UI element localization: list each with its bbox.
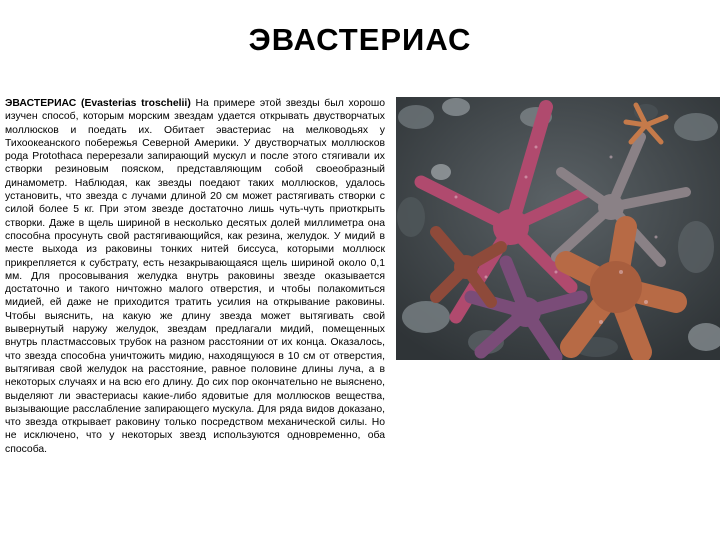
starfish-photo — [396, 97, 720, 360]
body-text — [5, 97, 385, 456]
lead-term: ЭВАСТЕРИАС (Evasterias troschelii) — [5, 98, 191, 109]
paragraph-text: На примере этой звезды был хорошо изучен способ, которым морским звездам удается открывать двустворчатых моллюсков и поедать их. Обитает эвастериас на мелководьях у Тихоокеанского побережья Северной Америки. У двустворчатых моллюсков рода Protothaca перерезали запирающий мускул и после этого стягивали их створки резиновым пояском, представляющим собой своеобразный динамометр. Наблюдая, как звезды поедают таких моллюсков, удалось установить, что звезда с лучами длиной 20 см может растягивать створки с силой более 5 кг. При этом звезде достаточно лишь чуть-чуть приоткрыть створки. Даже в щель шириной в несколько десятых долей миллиметра она способна просунуть свой растягивающийся, как резина, желудок. У мидий в месте выхода из раковины тонких нитей биссуса, которыми моллюск прикрепляется к субстрату, есть незакрывающаяся щель шириной около 0,1 мм. Для просовывания желудка внутрь раковины звезде оказывается достаточно и такого ничтожно малого отверстия, и чтобы полакомиться мидией, ей даже не приходится тратить усилия на открывание раковины. Чтобы выяснить, на какую же длину звезда может вытягивать свой вывернутый наружу желудок, звездам предлагали мидий, помещенных внутрь пластмассовых трубок на разном расстоянии от их конца. Оказалось, что звезда способна уничтожить мидию, находящуюся в 10 см от отверстия, вытягивая свой желудок на расстояние, равное половине длины луча, а в некоторых случаях и на всю его длину. До сих пор окончательно не выяснено, выделяют ли эвастериасы какие-либо ядовитые для моллюсков вещества, вызывающие расслабление запирающего мускула. Для ряда видов доказано, что звезда открывает раковину только посредством механической силы. Но не исключено, что у некоторых звезд используются одновременно, оба способа. — [5, 98, 385, 455]
body-paragraph — [5, 97, 385, 456]
slide-title: ЭВАСТЕРИАС — [248, 22, 472, 57]
